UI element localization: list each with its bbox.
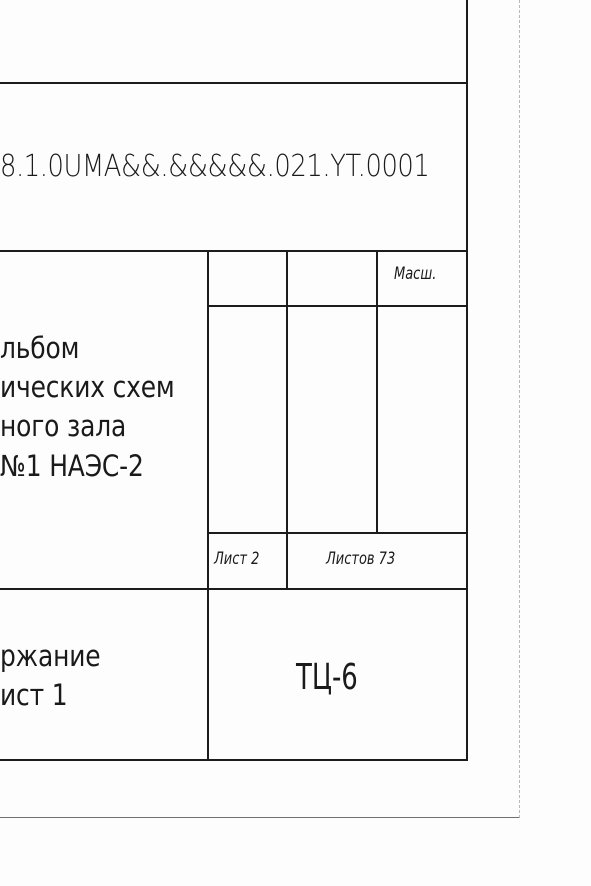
frame-right-border [466,0,468,761]
frame-col-2 [286,250,288,590]
frame-col-3 [376,250,378,534]
frame-bottom-border [0,759,468,761]
title-line-2: ических схем [0,370,175,404]
paper-bottom-edge [0,817,520,818]
frame-divider-contents [0,588,468,590]
title-line-4: №1 НАЭС-2 [0,449,144,483]
sheet-number-label: Лист 2 [214,549,260,569]
title-line-1: льбом [0,331,80,365]
frame-divider-sheet [208,532,468,534]
contents-line-2: ист 1 [0,678,68,712]
frame-col-1 [207,250,209,761]
frame-divider-mid [208,305,468,307]
designation-code: 8.1.0UMA&&.&&&&&.021.YT.0001 [0,149,430,184]
scale-label: Масш. [394,264,437,284]
paper-right-edge [519,0,520,818]
contents-line-1: ржание [0,639,101,673]
title-line-3: ного зала [0,409,127,443]
frame-divider-code [0,250,468,252]
frame-divider-top [0,82,468,84]
organization-code: ТЦ-6 [296,657,358,698]
sheets-total-label: Листов 73 [326,549,396,569]
